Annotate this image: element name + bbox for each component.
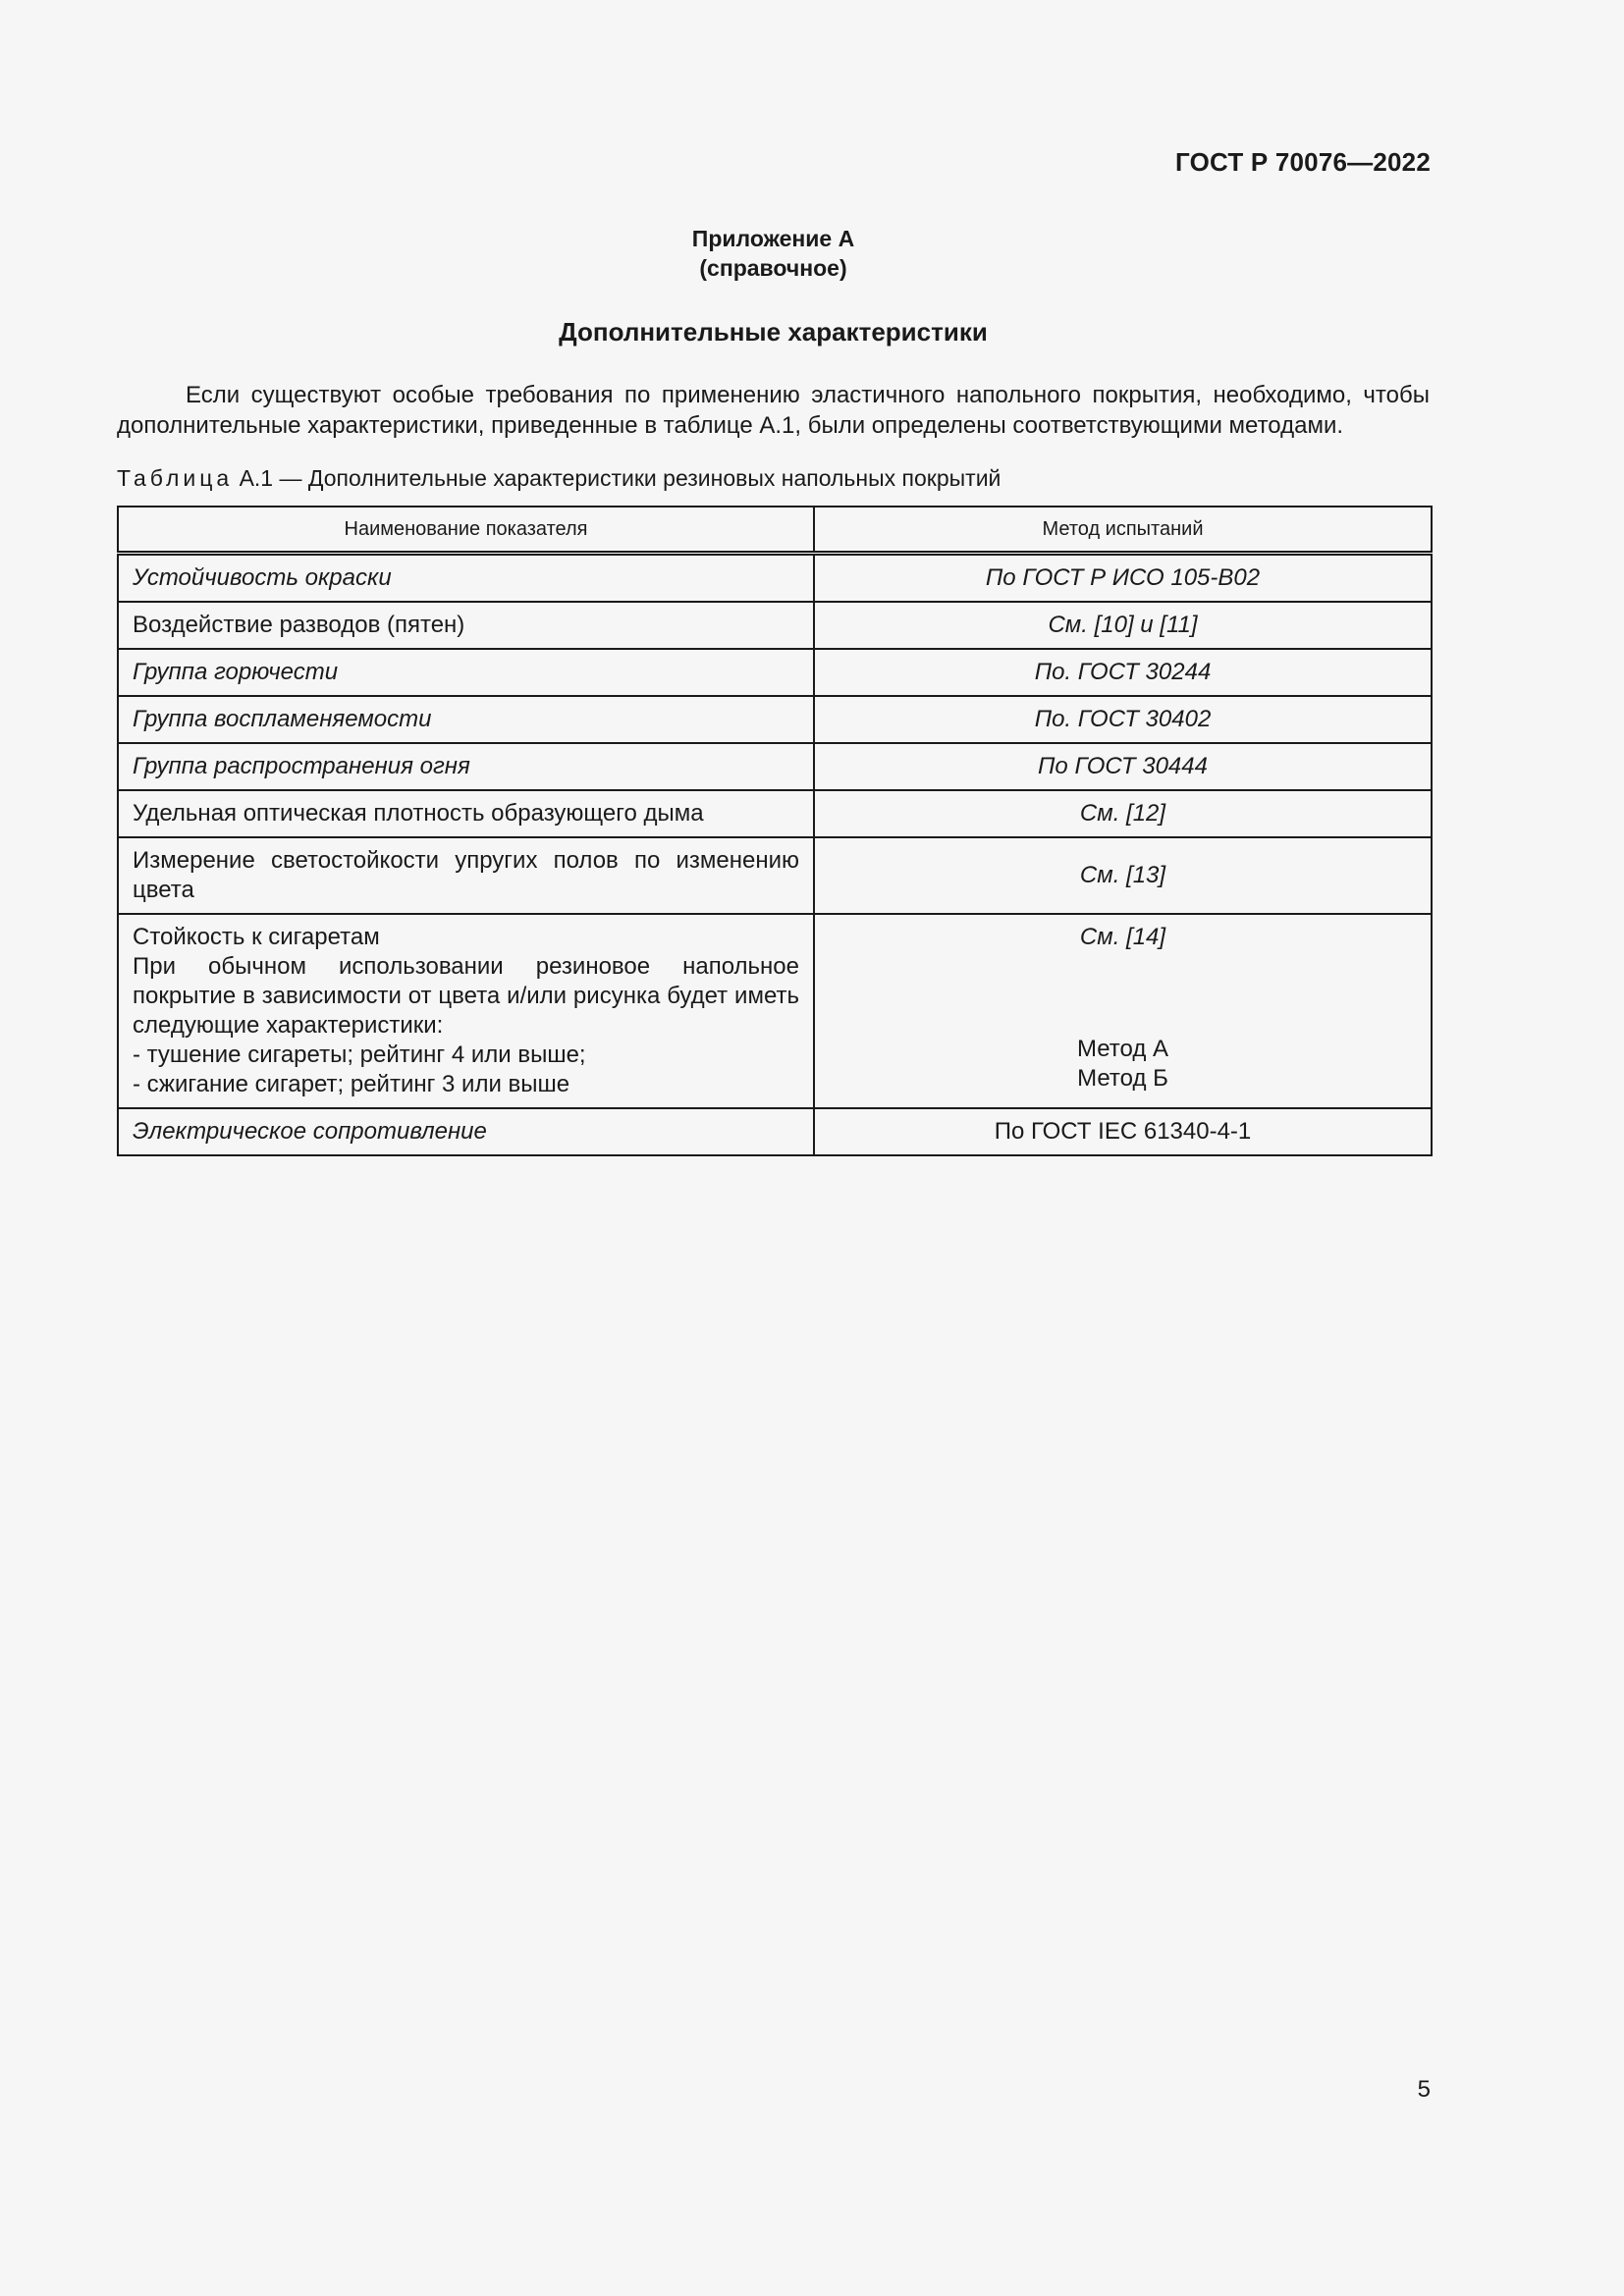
cigarettes-note: При обычном использовании резиновое напольное покрытие в зависимости от цвета и/или рисунка будет иметь следующие характеристики: <box>133 953 799 1039</box>
row-method: По ГОСТ IEC 61340-4-1 <box>814 1108 1432 1155</box>
row-method-cigarettes <box>814 914 1432 1108</box>
row-method: По. ГОСТ 30402 <box>814 696 1432 743</box>
table-caption <box>117 465 1001 492</box>
appendix-title: Приложение А <box>691 226 855 251</box>
row-name: Группа горючести <box>118 649 814 696</box>
cigarettes-title: Стойкость к сигаретам <box>133 924 380 950</box>
table-row <box>118 649 1432 696</box>
table-row <box>118 837 1432 914</box>
table-caption-prefix: Таблица <box>117 465 234 491</box>
section-title: Дополнительные характеристики <box>559 317 988 347</box>
table-caption-text: А.1 — Дополнительные характеристики резиновых напольных покрытий <box>239 465 1001 491</box>
table-row <box>118 696 1432 743</box>
spacer <box>829 980 1417 1007</box>
row-method: По ГОСТ Р ИСО 105-В02 <box>814 554 1432 603</box>
spacer <box>829 952 1417 980</box>
row-name: Удельная оптическая плотность образующего дыма <box>118 790 814 837</box>
table-row <box>118 914 1432 1108</box>
row-name: Группа воспламеняемости <box>118 696 814 743</box>
row-name: Устойчивость окраски <box>118 554 814 603</box>
table-row <box>118 554 1432 603</box>
row-name: Измерение светостойкости упругих полов по изменению цвета <box>118 837 814 914</box>
appendix-kind: (справочное) <box>699 255 847 281</box>
page-number: 5 <box>1417 2076 1431 2103</box>
characteristics-table <box>117 506 1433 1156</box>
spacer <box>829 1007 1417 1035</box>
table-row <box>118 1108 1432 1155</box>
row-name-cigarettes <box>118 914 814 1108</box>
header-method: Метод испытаний <box>814 507 1432 554</box>
table-row <box>118 790 1432 837</box>
intro-paragraph: Если существуют особые требования по применению эластичного напольного покрытия, необходимо, чтобы дополнительные характеристики, приведенные в таблице А.1, были определены соответствующими методами. <box>117 382 1430 439</box>
row-method: См. [13] <box>814 837 1432 914</box>
document-code: ГОСТ Р 70076—2022 <box>1175 147 1431 177</box>
cigarettes-sub-1: - тушение сигареты; рейтинг 4 или выше; <box>133 1041 586 1068</box>
row-method: По. ГОСТ 30244 <box>814 649 1432 696</box>
row-name: Воздействие разводов (пятен) <box>118 602 814 649</box>
table-row <box>118 602 1432 649</box>
row-method: См. [10] и [11] <box>814 602 1432 649</box>
row-name: Электрическое сопротивление <box>118 1108 814 1155</box>
cigarettes-method-b: Метод Б <box>1077 1065 1168 1092</box>
row-method: По ГОСТ 30444 <box>814 743 1432 790</box>
cigarettes-sub-2: - сжигание сигарет; рейтинг 3 или выше <box>133 1071 570 1097</box>
header-indicator: Наименование показателя <box>118 507 814 554</box>
appendix-heading <box>0 224 1546 283</box>
table-row <box>118 743 1432 790</box>
row-method: См. [12] <box>814 790 1432 837</box>
row-name: Группа распространения огня <box>118 743 814 790</box>
cigarettes-method: См. [14] <box>1079 924 1166 950</box>
table-header-row <box>118 507 1432 554</box>
cigarettes-method-a: Метод А <box>1076 1036 1169 1062</box>
